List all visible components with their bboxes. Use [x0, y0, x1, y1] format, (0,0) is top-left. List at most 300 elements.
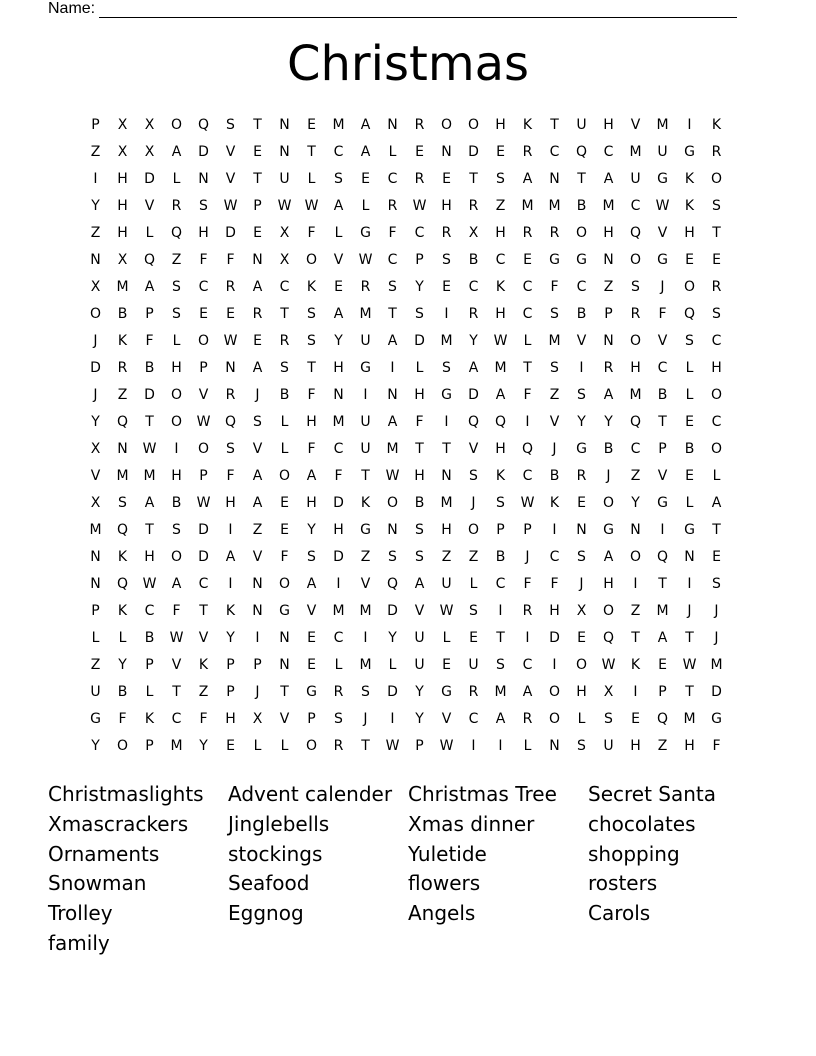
- grid-letter: S: [172, 279, 181, 295]
- grid-letter: T: [523, 360, 532, 376]
- grid-letter: G: [657, 171, 668, 187]
- grid-row: [82, 113, 730, 140]
- grid-letter: M: [683, 711, 696, 727]
- grid-letter: O: [683, 279, 696, 295]
- grid-letter: E: [415, 144, 424, 160]
- grid-letter: V: [144, 198, 155, 214]
- grid-letter: N: [279, 117, 290, 133]
- grid-letter: W: [169, 630, 184, 646]
- grid-letter: K: [198, 657, 209, 673]
- grid-letter: C: [603, 144, 614, 160]
- grid-letter: R: [468, 306, 479, 322]
- grid-letter: X: [90, 495, 101, 511]
- grid-letter: G: [441, 684, 452, 700]
- grid-letter: H: [630, 738, 641, 754]
- grid-letter: F: [388, 225, 397, 241]
- grid-letter: N: [684, 549, 695, 565]
- grid-letter: X: [117, 117, 128, 133]
- grid-letter: Q: [494, 414, 507, 430]
- grid-letter: V: [657, 468, 668, 484]
- grid-letter: A: [414, 576, 425, 592]
- grid-letter: F: [334, 468, 343, 484]
- grid-letter: H: [495, 306, 506, 322]
- grid-row: [82, 410, 730, 437]
- grid-letter: O: [548, 684, 561, 700]
- grid-letter: P: [253, 657, 262, 673]
- grid-letter: T: [631, 630, 640, 646]
- grid-letter: D: [225, 225, 236, 241]
- grid-letter: L: [388, 657, 397, 673]
- grid-letter: M: [656, 117, 669, 133]
- grid-letter: S: [415, 306, 424, 322]
- grid-letter: Z: [549, 387, 560, 403]
- word-list-item: stockings: [228, 841, 323, 866]
- grid-letter: H: [333, 360, 344, 376]
- grid-letter: S: [685, 333, 694, 349]
- grid-row: [82, 194, 730, 221]
- grid-letter: R: [468, 198, 479, 214]
- grid-letter: E: [199, 306, 208, 322]
- grid-letter: Z: [198, 684, 209, 700]
- word-list-item: Trolley: [48, 901, 113, 926]
- grid-letter: P: [604, 306, 613, 322]
- grid-letter: N: [198, 171, 209, 187]
- grid-letter: W: [493, 333, 508, 349]
- grid-letter: L: [685, 360, 694, 376]
- grid-letter: J: [93, 387, 98, 403]
- grid-letter: V: [630, 117, 641, 133]
- grid-letter: P: [226, 657, 235, 673]
- grid-letter: M: [494, 360, 507, 376]
- grid-letter: E: [685, 252, 694, 268]
- grid-letter: H: [306, 495, 317, 511]
- grid-letter: T: [496, 630, 505, 646]
- grid-letter: A: [252, 495, 263, 511]
- grid-letter: P: [415, 738, 424, 754]
- grid-letter: W: [304, 198, 319, 214]
- grid-letter: F: [226, 252, 235, 268]
- grid-letter: M: [548, 198, 561, 214]
- grid-letter: N: [603, 252, 614, 268]
- grid-letter: B: [576, 198, 587, 214]
- word-list-item: Eggnog: [228, 901, 304, 926]
- grid-letter: T: [712, 522, 721, 538]
- grid-letter: X: [252, 711, 263, 727]
- grid-letter: D: [90, 360, 101, 376]
- grid-letter: W: [655, 198, 670, 214]
- grid-letter: B: [576, 306, 587, 322]
- grid-letter: I: [228, 522, 233, 538]
- grid-letter: M: [521, 198, 534, 214]
- grid-letter: Z: [90, 144, 101, 160]
- grid-letter: C: [333, 441, 344, 457]
- grid-letter: Y: [91, 198, 100, 214]
- grid-letter: I: [633, 684, 638, 700]
- grid-letter: O: [602, 495, 615, 511]
- grid-letter: E: [712, 549, 721, 565]
- grid-letter: H: [711, 360, 722, 376]
- grid-letter: G: [711, 711, 722, 727]
- grid-letter: F: [307, 387, 316, 403]
- grid-letter: H: [684, 738, 695, 754]
- grid-letter: L: [145, 684, 154, 700]
- grid-letter: I: [579, 360, 584, 376]
- word-list-item: Angels: [408, 901, 476, 926]
- grid-letter: D: [333, 549, 344, 565]
- grid-letter: R: [333, 684, 344, 700]
- grid-letter: O: [629, 549, 642, 565]
- grid-letter: S: [415, 522, 424, 538]
- grid-letter: F: [658, 306, 667, 322]
- grid-letter: C: [333, 144, 344, 160]
- grid-letter: M: [332, 414, 345, 430]
- grid-letter: S: [469, 603, 478, 619]
- grid-letter: N: [252, 252, 263, 268]
- grid-letter: V: [441, 711, 452, 727]
- grid-letter: C: [333, 630, 344, 646]
- grid-letter: R: [117, 360, 128, 376]
- grid-letter: G: [684, 522, 695, 538]
- word-list-item: chocolates: [588, 811, 696, 836]
- grid-letter: P: [145, 306, 154, 322]
- grid-letter: I: [174, 441, 179, 457]
- grid-letter: H: [576, 684, 587, 700]
- grid-letter: O: [170, 117, 183, 133]
- grid-letter: C: [198, 576, 209, 592]
- grid-letter: K: [684, 198, 695, 214]
- grid-letter: J: [255, 387, 260, 403]
- grid-letter: T: [388, 306, 397, 322]
- grid-letter: X: [468, 225, 479, 241]
- grid-letter: J: [255, 684, 260, 700]
- grid-letter: F: [307, 441, 316, 457]
- grid-letter: H: [549, 603, 560, 619]
- grid-letter: E: [253, 225, 262, 241]
- grid-letter: P: [658, 441, 667, 457]
- grid-letter: A: [603, 171, 614, 187]
- grid-letter: D: [198, 144, 209, 160]
- grid-letter: Z: [468, 549, 479, 565]
- grid-letter: S: [307, 333, 316, 349]
- grid-letter: I: [525, 414, 530, 430]
- grid-letter: Y: [91, 738, 100, 754]
- grid-letter: V: [360, 576, 371, 592]
- grid-letter: G: [279, 603, 290, 619]
- grid-letter: Z: [90, 657, 101, 673]
- grid-letter: A: [306, 576, 317, 592]
- grid-letter: F: [550, 279, 559, 295]
- grid-letter: T: [307, 360, 316, 376]
- grid-letter: Q: [629, 225, 642, 241]
- grid-letter: V: [90, 468, 101, 484]
- grid-letter: A: [252, 360, 263, 376]
- grid-letter: C: [711, 333, 722, 349]
- grid-letter: Q: [197, 117, 210, 133]
- grid-letter: N: [90, 252, 101, 268]
- grid-letter: P: [91, 603, 100, 619]
- grid-letter: J: [552, 441, 557, 457]
- grid-letter: W: [277, 198, 292, 214]
- grid-letter: W: [601, 657, 616, 673]
- grid-letter: M: [143, 468, 156, 484]
- name-underline: [99, 3, 737, 18]
- grid-letter: W: [358, 252, 373, 268]
- grid-letter: G: [360, 522, 371, 538]
- grid-letter: O: [305, 738, 318, 754]
- grid-letter: Q: [467, 414, 480, 430]
- grid-letter: T: [145, 414, 154, 430]
- grid-letter: R: [441, 225, 452, 241]
- grid-letter: N: [252, 576, 263, 592]
- grid-letter: H: [603, 576, 614, 592]
- grid-letter: G: [657, 252, 668, 268]
- grid-letter: Y: [118, 657, 127, 673]
- grid-letter: A: [360, 144, 371, 160]
- grid-letter: B: [117, 684, 128, 700]
- grid-letter: G: [90, 711, 101, 727]
- grid-letter: H: [414, 387, 425, 403]
- grid-letter: H: [333, 522, 344, 538]
- grid-letter: X: [576, 603, 587, 619]
- grid-letter: R: [252, 306, 263, 322]
- grid-letter: I: [687, 117, 692, 133]
- grid-letter: S: [712, 576, 721, 592]
- grid-letter: U: [360, 441, 371, 457]
- grid-letter: Q: [143, 252, 156, 268]
- grid-letter: T: [550, 117, 559, 133]
- grid-letter: L: [685, 495, 694, 511]
- grid-letter: Q: [683, 306, 696, 322]
- grid-letter: L: [577, 711, 586, 727]
- grid-letter: E: [280, 495, 289, 511]
- grid-letter: Y: [307, 522, 316, 538]
- grid-letter: P: [226, 684, 235, 700]
- grid-letter: R: [171, 198, 182, 214]
- grid-letter: P: [523, 522, 532, 538]
- grid-letter: H: [495, 117, 506, 133]
- grid-letter: R: [279, 333, 290, 349]
- grid-letter: B: [468, 252, 479, 268]
- grid-letter: D: [333, 495, 344, 511]
- grid-row: [82, 545, 730, 572]
- grid-letter: K: [360, 495, 371, 511]
- grid-letter: H: [630, 360, 641, 376]
- grid-row: [82, 221, 730, 248]
- grid-letter: C: [468, 711, 479, 727]
- grid-letter: A: [468, 360, 479, 376]
- grid-row: [82, 680, 730, 707]
- grid-letter: S: [712, 306, 721, 322]
- grid-letter: P: [145, 657, 154, 673]
- grid-letter: K: [117, 603, 128, 619]
- grid-letter: Y: [415, 711, 424, 727]
- grid-letter: R: [414, 117, 425, 133]
- grid-letter: M: [548, 333, 561, 349]
- grid-letter: G: [576, 441, 587, 457]
- grid-letter: I: [471, 738, 476, 754]
- grid-row: [82, 356, 730, 383]
- grid-letter: E: [226, 306, 235, 322]
- grid-letter: E: [523, 252, 532, 268]
- grid-letter: H: [117, 225, 128, 241]
- grid-letter: E: [577, 630, 586, 646]
- grid-letter: P: [307, 711, 316, 727]
- grid-letter: U: [441, 576, 452, 592]
- grid-letter: H: [441, 198, 452, 214]
- grid-letter: S: [361, 684, 370, 700]
- grid-letter: T: [172, 684, 181, 700]
- grid-letter: W: [196, 495, 211, 511]
- grid-letter: G: [657, 495, 668, 511]
- grid-letter: L: [307, 171, 316, 187]
- grid-letter: M: [332, 603, 345, 619]
- grid-letter: S: [253, 414, 262, 430]
- grid-letter: A: [333, 306, 344, 322]
- grid-letter: C: [657, 360, 668, 376]
- grid-letter: I: [498, 603, 503, 619]
- grid-letter: B: [279, 387, 290, 403]
- grid-letter: I: [444, 306, 449, 322]
- grid-letter: E: [658, 657, 667, 673]
- grid-letter: B: [603, 441, 614, 457]
- grid-letter: I: [363, 630, 368, 646]
- grid-letter: X: [117, 144, 128, 160]
- grid-letter: O: [710, 441, 723, 457]
- word-list-item: Snowman: [48, 871, 147, 896]
- grid-letter: O: [305, 252, 318, 268]
- grid-letter: O: [629, 333, 642, 349]
- grid-letter: K: [495, 279, 506, 295]
- grid-letter: H: [495, 441, 506, 457]
- grid-row: [82, 302, 730, 329]
- grid-letter: Q: [629, 414, 642, 430]
- grid-letter: A: [495, 711, 506, 727]
- grid-letter: J: [579, 576, 584, 592]
- grid-letter: V: [306, 603, 317, 619]
- grid-letter: F: [280, 549, 289, 565]
- grid-letter: M: [629, 144, 642, 160]
- grid-letter: E: [442, 279, 451, 295]
- grid-letter: A: [603, 549, 614, 565]
- grid-letter: Y: [415, 279, 424, 295]
- grid-letter: I: [390, 360, 395, 376]
- grid-letter: D: [387, 603, 398, 619]
- grid-letter: T: [577, 171, 586, 187]
- grid-letter: O: [197, 333, 210, 349]
- grid-letter: T: [442, 441, 451, 457]
- grid-letter: V: [198, 387, 209, 403]
- grid-letter: T: [145, 522, 154, 538]
- grid-letter: Z: [630, 603, 641, 619]
- grid-letter: S: [442, 252, 451, 268]
- grid-row: [82, 707, 730, 734]
- grid-letter: U: [279, 171, 290, 187]
- grid-letter: M: [629, 387, 642, 403]
- grid-row: [82, 599, 730, 626]
- grid-letter: S: [388, 549, 397, 565]
- grid-letter: Y: [469, 333, 478, 349]
- grid-letter: E: [685, 414, 694, 430]
- grid-letter: U: [576, 117, 587, 133]
- grid-letter: Z: [171, 252, 182, 268]
- word-list: [48, 780, 768, 959]
- grid-letter: S: [469, 468, 478, 484]
- grid-letter: Z: [603, 279, 614, 295]
- grid-letter: C: [630, 198, 641, 214]
- grid-letter: F: [172, 603, 181, 619]
- grid-letter: O: [89, 306, 102, 322]
- grid-letter: L: [685, 387, 694, 403]
- grid-letter: M: [440, 333, 453, 349]
- word-list-item: Yuletide: [408, 841, 487, 866]
- grid-letter: X: [279, 252, 290, 268]
- grid-letter: E: [280, 522, 289, 538]
- grid-letter: H: [684, 225, 695, 241]
- grid-letter: J: [714, 603, 719, 619]
- grid-letter: Q: [116, 522, 129, 538]
- grid-letter: E: [712, 252, 721, 268]
- grid-letter: Q: [116, 414, 129, 430]
- grid-letter: M: [359, 657, 372, 673]
- grid-letter: F: [550, 576, 559, 592]
- grid-letter: M: [494, 684, 507, 700]
- grid-row: [82, 437, 730, 464]
- grid-letter: V: [225, 144, 236, 160]
- grid-letter: F: [415, 414, 424, 430]
- grid-letter: T: [685, 684, 694, 700]
- grid-letter: M: [359, 603, 372, 619]
- grid-letter: M: [710, 657, 723, 673]
- grid-letter: N: [117, 441, 128, 457]
- grid-letter: R: [360, 279, 371, 295]
- grid-letter: E: [334, 279, 343, 295]
- grid-letter: B: [144, 360, 155, 376]
- grid-letter: C: [495, 252, 506, 268]
- grid-letter: C: [171, 711, 182, 727]
- grid-letter: O: [710, 387, 723, 403]
- grid-letter: G: [306, 684, 317, 700]
- grid-letter: T: [658, 414, 667, 430]
- grid-letter: H: [306, 414, 317, 430]
- grid-letter: X: [90, 441, 101, 457]
- grid-letter: L: [253, 738, 262, 754]
- grid-letter: Y: [604, 414, 613, 430]
- grid-letter: I: [93, 171, 98, 187]
- grid-letter: V: [657, 225, 668, 241]
- grid-letter: I: [498, 738, 503, 754]
- grid-letter: N: [549, 738, 560, 754]
- grid-letter: E: [631, 711, 640, 727]
- grid-letter: E: [361, 171, 370, 187]
- grid-letter: M: [116, 279, 129, 295]
- grid-letter: H: [603, 117, 614, 133]
- grid-letter: A: [306, 468, 317, 484]
- grid-letter: S: [550, 360, 559, 376]
- grid-letter: O: [170, 549, 183, 565]
- grid-letter: N: [90, 576, 101, 592]
- grid-letter: Y: [91, 414, 100, 430]
- grid-letter: A: [360, 117, 371, 133]
- grid-letter: F: [523, 576, 532, 592]
- grid-letter: U: [603, 738, 614, 754]
- grid-letter: A: [252, 468, 263, 484]
- grid-letter: K: [630, 657, 641, 673]
- grid-letter: C: [549, 549, 560, 565]
- grid-letter: L: [91, 630, 100, 646]
- grid-letter: K: [684, 171, 695, 187]
- grid-letter: E: [469, 630, 478, 646]
- grid-letter: L: [334, 225, 343, 241]
